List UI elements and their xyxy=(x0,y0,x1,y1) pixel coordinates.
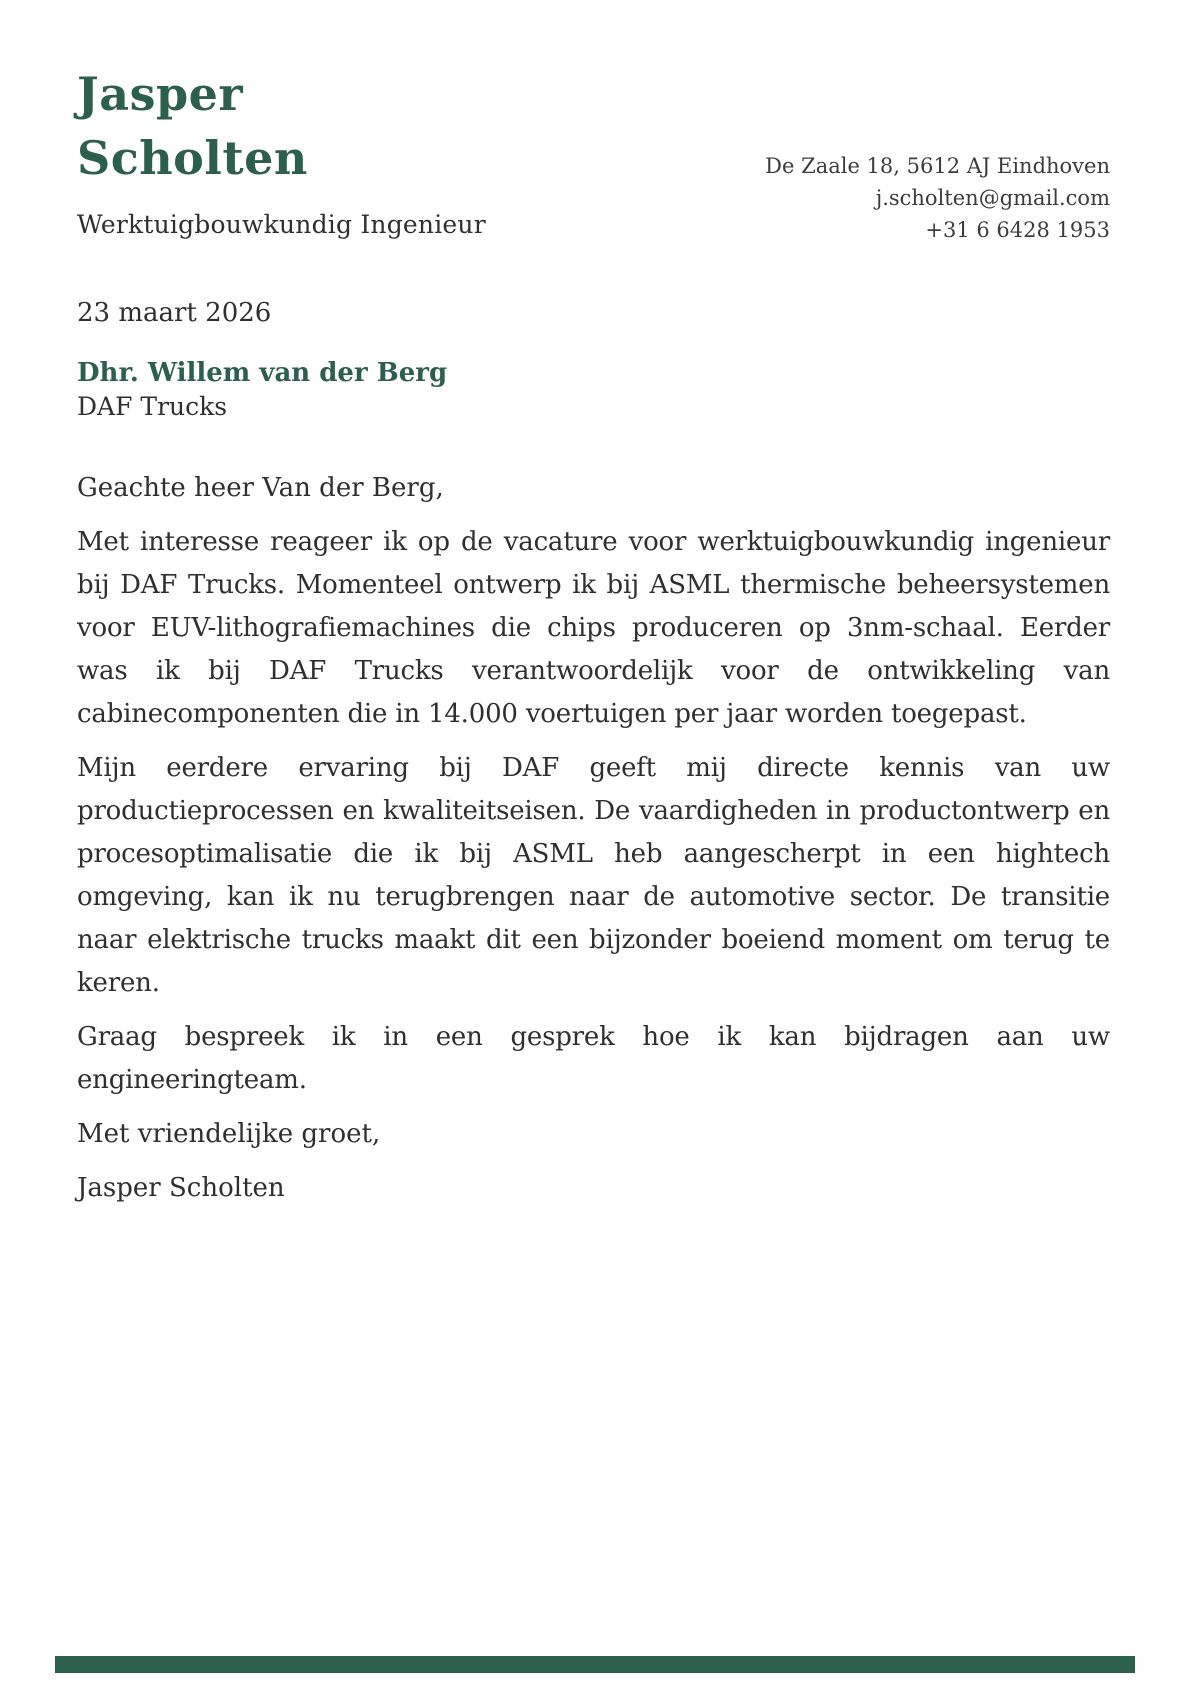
signature-name: Jasper Scholten xyxy=(77,1173,285,1203)
closing: Met vriendelijke groet, xyxy=(77,1119,381,1149)
recipient-block xyxy=(77,356,1110,423)
contact-block xyxy=(765,150,1110,246)
letter-date: 23 maart 2026 xyxy=(77,298,272,328)
footer-accent-bar xyxy=(55,1656,1135,1673)
salutation: Geachte heer Van der Berg, xyxy=(77,473,444,503)
letter-body xyxy=(77,296,1110,1210)
recipient-name: Dhr. Willem van der Berg xyxy=(77,358,448,388)
letter-header xyxy=(77,62,1110,240)
contact-phone: +31 6 6428 1953 xyxy=(925,218,1110,242)
applicant-first-name: Jasper xyxy=(77,67,244,121)
recipient-company: DAF Trucks xyxy=(77,392,228,421)
paragraph-1: Met interesse reageer ik op de vacature voor werktuigbouwkundig ingenieur bij DAF Trucks. Momenteel ontwerp ik bij ASML thermische beheersystemen voor EUV-lithografiemachines die chips produceren op 3nm-schaal. Eerder was ik bij DAF Trucks verantwoordelijk voor de ontwikkeling van cabinecomponenten die in 14.000 voertuigen per jaar worden toegepast. xyxy=(77,527,1110,729)
paragraph-3: Graag bespreek ik in een gesprek hoe ik kan bijdragen aan uw engineeringteam. xyxy=(77,1022,1110,1095)
contact-address: De Zaale 18, 5612 AJ Eindhoven xyxy=(765,154,1110,178)
contact-email: j.scholten@gmail.com xyxy=(875,186,1110,210)
applicant-last-name: Scholten xyxy=(77,131,308,185)
paragraph-2: Mijn eerdere ervaring bij DAF geeft mij directe kennis van uw productieprocessen en kwaliteitseisen. De vaardigheden in productontwerp en procesoptimalisatie die ik bij ASML heb aangescherpt in een hightech omgeving, kan ik nu terugbrengen naar de automotive sector. De transitie naar elektrische trucks maakt dit een bijzonder boeiend moment om terug te keren. xyxy=(77,753,1110,998)
applicant-job-title: Werktuigbouwkundig Ingenieur xyxy=(77,210,486,239)
